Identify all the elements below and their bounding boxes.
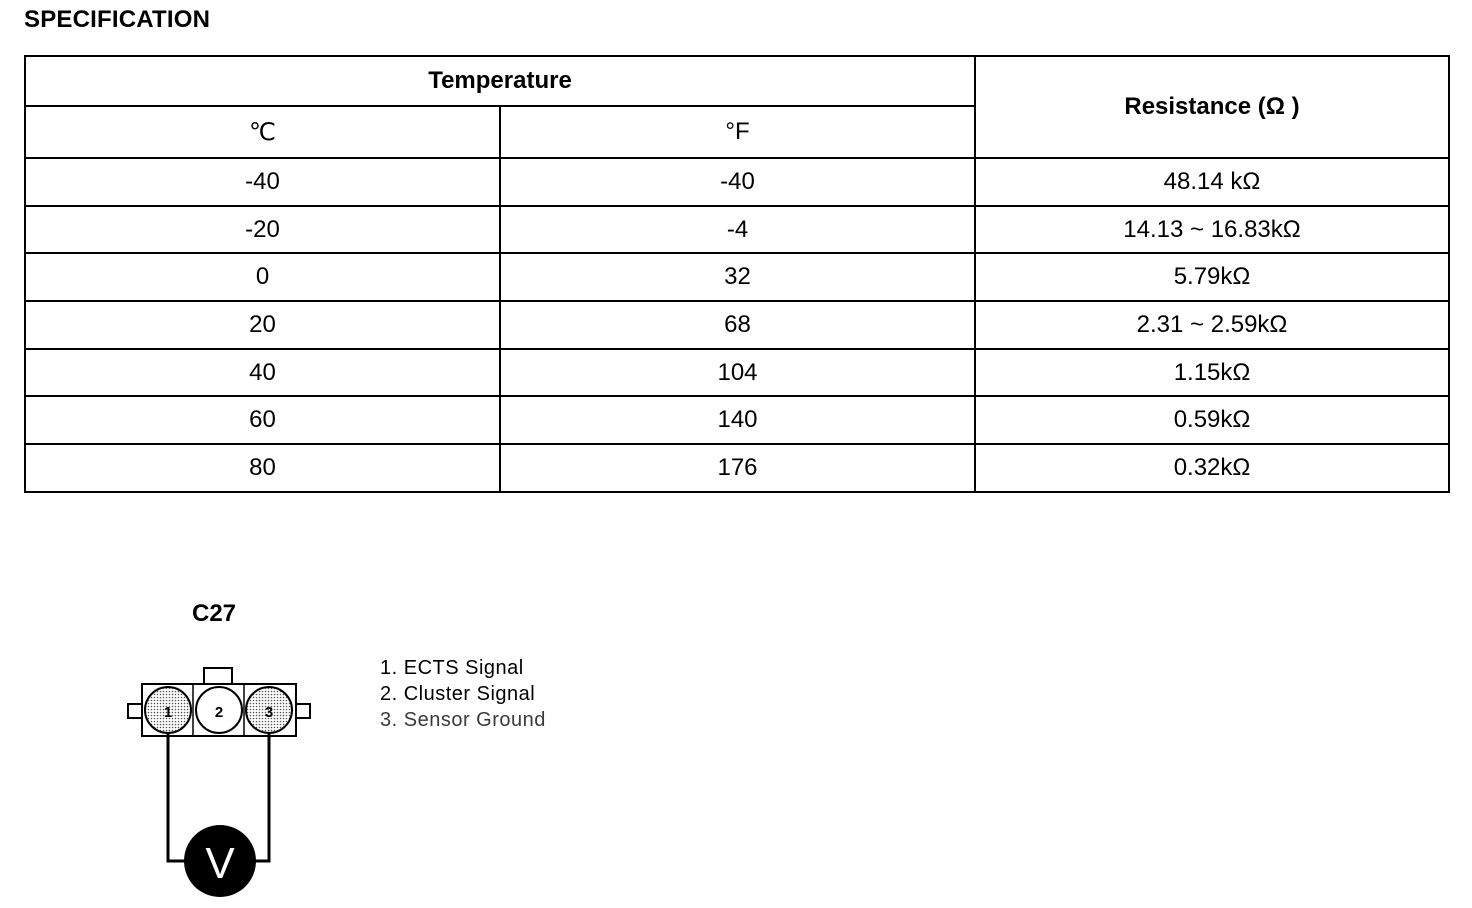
- legend-item: 2. Cluster Signal: [380, 683, 536, 705]
- test-lead-1: [168, 733, 185, 861]
- connector-diagram: [120, 660, 320, 905]
- cell-resistance: 0.59kΩ: [975, 396, 1449, 444]
- cell-fahrenheit: 176: [500, 444, 975, 492]
- header-temperature: Temperature: [25, 56, 975, 106]
- cell-resistance: 1.15kΩ: [975, 349, 1449, 397]
- pin-2: [196, 687, 242, 733]
- table-row: [25, 349, 1449, 397]
- pin-3-label: 3: [264, 704, 274, 721]
- cell-celsius: 60: [25, 396, 500, 444]
- test-lead-3: [254, 733, 269, 861]
- connector-title: C27: [192, 600, 237, 627]
- header-fahrenheit: °F: [500, 106, 975, 158]
- header-celsius: ℃: [25, 106, 500, 158]
- legend-item: 1. ECTS Signal: [380, 657, 524, 679]
- table-row: [25, 301, 1449, 349]
- pin-1: [145, 687, 191, 733]
- cell-fahrenheit: 104: [500, 349, 975, 397]
- cell-fahrenheit: -40: [500, 158, 975, 206]
- cell-resistance: 0.32kΩ: [975, 444, 1449, 492]
- cell-celsius: 80: [25, 444, 500, 492]
- voltmeter-icon: [184, 825, 256, 897]
- cell-celsius: 20: [25, 301, 500, 349]
- cell-resistance: 2.31 ~ 2.59kΩ: [975, 301, 1449, 349]
- spec-table: [24, 55, 1450, 493]
- table-row: [25, 253, 1449, 301]
- cell-fahrenheit: 68: [500, 301, 975, 349]
- cell-celsius: 0: [25, 253, 500, 301]
- table-row: [25, 158, 1449, 206]
- cell-fahrenheit: 140: [500, 396, 975, 444]
- table-row: [25, 444, 1449, 492]
- legend-item: 3. Sensor Ground: [380, 709, 546, 731]
- cell-celsius: -20: [25, 206, 500, 254]
- table-row: [25, 396, 1449, 444]
- cell-celsius: 40: [25, 349, 500, 397]
- pin-2-label: 2: [214, 704, 224, 721]
- cell-celsius: -40: [25, 158, 500, 206]
- pin-3: [246, 687, 292, 733]
- cell-fahrenheit: -4: [500, 206, 975, 254]
- cell-fahrenheit: 32: [500, 253, 975, 301]
- header-resistance: Resistance (Ω ): [975, 56, 1449, 158]
- pin-1-label: 1: [163, 704, 173, 721]
- connector-latch: [204, 668, 232, 684]
- pin-legend: [380, 655, 546, 733]
- cell-resistance: 14.13 ~ 16.83kΩ: [975, 206, 1449, 254]
- voltmeter-label: V: [205, 839, 235, 888]
- page-heading: SPECIFICATION: [24, 6, 211, 33]
- header-row-1: [25, 56, 1449, 106]
- cell-resistance: 48.14 kΩ: [975, 158, 1449, 206]
- table-row: [25, 206, 1449, 254]
- cell-resistance: 5.79kΩ: [975, 253, 1449, 301]
